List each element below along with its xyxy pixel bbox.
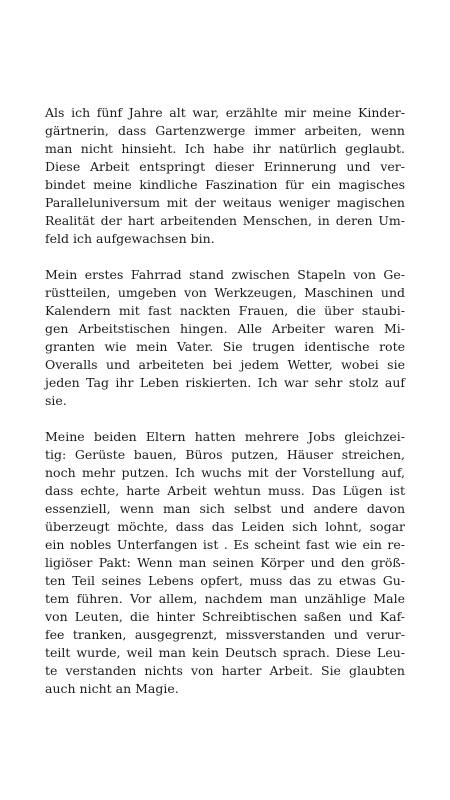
text-line: auch nicht an Magie. [45, 681, 179, 696]
text-line: teilt wurde, weil man kein Deutsch sprach. Diese Leu- [45, 645, 405, 660]
text-line: feld ich aufgewachsen bin. [45, 231, 215, 246]
text-line: Overalls und arbeiteten bei jedem Wetter, wobei sie [45, 357, 405, 372]
text-line: jeden Tag ihr Leben riskierten. Ich war sehr stolz auf [45, 375, 405, 390]
text-line: bindet meine kindliche Faszination für ein magisches [45, 177, 405, 192]
text-line: Realität der hart arbeitenden Menschen, in deren Um- [45, 213, 405, 228]
text-line: Meine beiden Eltern hatten mehrere Jobs gleichzei- [45, 429, 405, 444]
text-line: fee tranken, ausgegrenzt, missverstanden und verur- [45, 627, 405, 642]
text-line: Mein erstes Fahrrad stand zwischen Stapeln von Ge- [45, 267, 405, 282]
text-line: ten Teil seines Lebens opfert, muss das zu etwas Gu- [45, 573, 405, 588]
text-line: gärtnerin, dass Gartenzwerge immer arbeiten, wenn [45, 123, 405, 138]
text-line: ligiöser Pakt: Wenn man seinen Körper und den größ- [45, 555, 405, 570]
document-body [45, 104, 405, 716]
text-line: ein nobles Unterfangen ist . Es scheint fast wie ein re- [45, 537, 405, 552]
text-line: Als ich fünf Jahre alt war, erzählte mir meine Kinder- [45, 105, 405, 120]
text-line: te verstanden nichts von harter Arbeit. Sie glaubten [45, 663, 405, 678]
text-line: sie. [45, 393, 67, 408]
text-line: gen Arbeitstischen hingen. Alle Arbeiter waren Mi- [45, 321, 405, 336]
text-line: noch mehr putzen. Ich wuchs mit der Vorstellung auf, [45, 465, 405, 480]
text-line: überzeugt möchte, dass das Leiden sich lohnt, sogar [45, 519, 405, 534]
text-line: tig: Gerüste bauen, Büros putzen, Häuser streichen, [45, 447, 405, 462]
text-line: von Leuten, die hinter Schreibtischen saßen und Kaf- [45, 609, 405, 624]
text-line: essenziell, wenn man sich selbst und andere davon [45, 501, 405, 516]
text-line: granten wie mein Vater. Sie trugen identische rote [45, 339, 405, 354]
paragraph-3 [45, 428, 405, 698]
text-line: man nicht hinsieht. Ich habe ihr natürlich geglaubt. [45, 141, 405, 156]
text-line: rüstteilen, umgeben von Werkzeugen, Maschinen und [45, 285, 405, 300]
paragraph-2 [45, 266, 405, 410]
text-line: Diese Arbeit entspringt dieser Erinnerung und ver- [45, 159, 405, 174]
text-line: Paralleluniversum mit der weitaus weniger magischen [45, 195, 405, 210]
text-line: tem führen. Vor allem, nachdem man unzählige Male [45, 591, 405, 606]
text-line: dass echte, harte Arbeit wehtun muss. Das Lügen ist [45, 483, 405, 498]
paragraph-1 [45, 104, 405, 248]
text-line: Kalendern mit fast nackten Frauen, die über staubi- [45, 303, 405, 318]
